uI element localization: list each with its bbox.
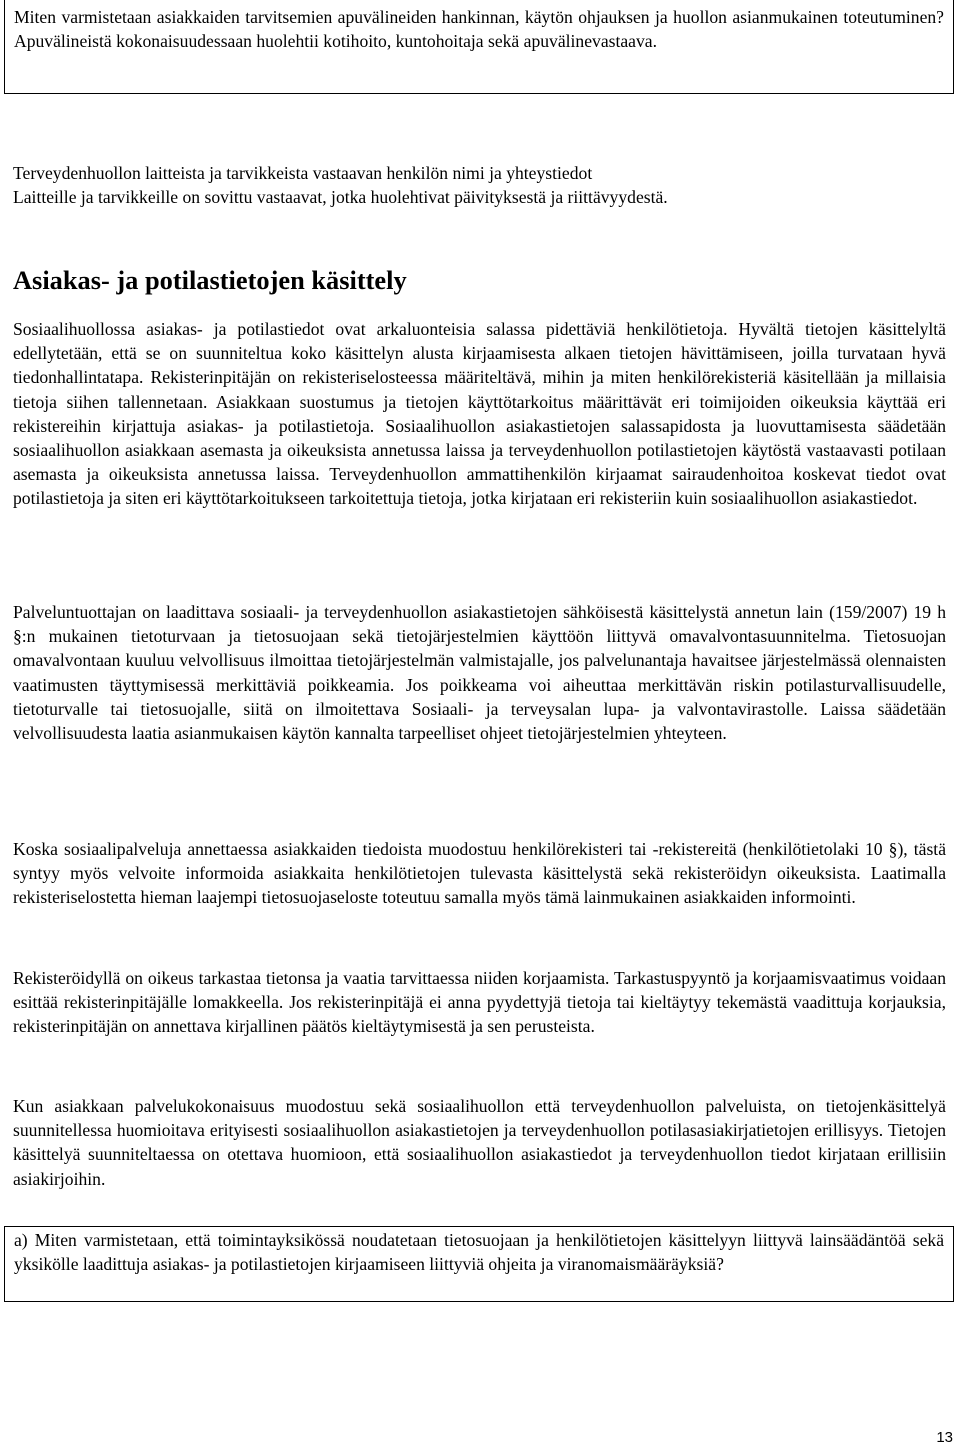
paragraph-2-wrap bbox=[13, 600, 946, 745]
paragraph: Koska sosiaalipalveluja annettaessa asiakkaiden tiedoista muodostuu henkilörekisteri tai -rekistereitä (henkilötietolaki 10 §), tästä syntyy myös velvoite informoida asiakkaita henkilötietojen tulevasta käsittelystä sekä rekisteröidyn oikeuksista. Laatimalla rekisteriselostetta hieman laajempi tietosuojaseloste toteutuu samalla myös tämä lainmukainen asiakkaiden informointi. bbox=[13, 839, 946, 908]
page-number: 13 bbox=[936, 1429, 953, 1446]
equipment-text: Laitteille ja tarvikkeille on sovittu vastaavat, jotka huolehtivat päivityksestä ja riittävyydestä. bbox=[13, 187, 668, 208]
data-section-heading-wrap bbox=[13, 265, 946, 295]
paragraph: Kun asiakkaan palvelukokonaisuus muodostuu sekä sosiaalihuollon että terveydenhuollon palveluista, on tietojenkäsittelyä suunnitellessa huomioitava erityisesti sosiaalihuollon asiakastietojen ja terveydenhuollon potilasasiakirjatietojen erillisyys. Tietojen käsittelyä suunniteltaessa on otettava huomioon, että sosiaalihuollon asiakastiedot ja terveydenhuollon tiedot kirjataan erillisiin asiakirjoihin. bbox=[13, 1096, 946, 1189]
question-text: a) Miten varmistetaan, että toimintayksikössä noudatetaan tietosuojaan ja henkilötietojen käsittelyyn liittyvä lainsäädäntöä sekä yksikölle laadittuja asiakas- ja potilastietojen kirjaamiseen liittyviä ohjeita ja viranomaismääräyksiä? bbox=[14, 1230, 944, 1275]
question-box bbox=[4, 1226, 954, 1302]
paragraph: Palveluntuottajan on laadittava sosiaali- ja terveydenhuollon asiakastietojen sähköisestä käsittelystä annetun lain (159/2007) 19 h §:n mukainen tietoturvaan ja tietosuojaan sekä tietojärjestelmien käyttöön liittyvä omavalvontasuunnitelma. Tietosuojan omavalvontaan kuuluu velvollisuus ilmoittaa tietojärjestelmän valmistajalle, jos palvelunantaja havaitsee järjestelmässä olennaisten vaatimusten täyttymisessä merkittäviä poikkeamia. Jos poikkeama voi aiheuttaa merkittävän riskin potilasturvallisuudelle, tietoturvalle tai tietosuojalle, siitä on ilmoitettava Sosiaali- ja terveysalan lupa- ja valvontavirastolle. Laissa säädetään velvollisuudesta laatia asianmukaisen käytön kannalta tarpeelliset ohjeet tietojärjestelmien yhteyteen. bbox=[13, 602, 946, 744]
paragraph: Rekisteröidyllä on oikeus tarkastaa tietonsa ja vaatia tarvittaessa niiden korjaamista. Tarkastuspyyntö ja korjaamisvaatimus voidaan esittää rekisterinpitäjälle lomakkeella. Jos rekisterinpitäjä ei anna pyydettyjä tietoja tai kieltäytyy tekemästä vaadittuja korjauksia, rekisterinpitäjän on annettava kirjallinen päätös kieltäytymisestä ja sen perusteista. bbox=[13, 968, 946, 1037]
apuvalineet-text: Miten varmistetaan asiakkaiden tarvitsemien apuvälineiden hankinnan, käytön ohjauksen ja huollon asianmukainen toteutuminen? Apuvälineistä kokonaisuudessaan huolehtii kotihoito, kuntohoitaja sekä apuvälinevastaava. bbox=[14, 7, 944, 52]
paragraph-5-wrap bbox=[13, 1094, 946, 1191]
equipment-section bbox=[13, 161, 946, 209]
paragraph-1-wrap bbox=[13, 317, 946, 511]
paragraph: Sosiaalihuollossa asiakas- ja potilastiedot ovat arkaluonteisia salassa pidettäviä henkilötietoja. Hyvältä tietojen käsittelyltä edellytetään, että se on suunniteltua koko käsittelyn alusta kirjaamisesta alkaen tietojen hävittämiseen, joilla turvataan hyvä tiedonhallintatapa. Rekisterinpitäjän on rekisteriselosteessa määriteltävä, mihin ja miten henkilörekisteriä käsitellään ja millaisia tietoja siihen tallennetaan. Asiakkaan suostumus ja tietojen käyttötarkoitus määrittävät eri toimijoiden oikeuksia käyttää eri rekistereihin kirjattuja asiakas- ja potilastietoja. Sosiaalihuollon asiakastietojen salassapidosta ja luovuttamisesta säädetään sosiaalihuollon asiakkaan asemasta ja oikeuksista annetussa laissa ja terveydenhuollon potilastietojen käytöstä vastaavasti potilaan asemasta ja oikeuksista annetussa laissa. Terveydenhuollon ammattihenkilön kirjaamat sairaudenhoitoa koskevat tiedot ovat potilastietoja ja siten eri käyttötarkoitukseen tarkoitettuja tietoja, jotka kirjataan eri rekisteriin kuin sosiaalihuollon asiakastiedot. bbox=[13, 319, 946, 509]
section-heading: Asiakas- ja potilastietojen käsittely bbox=[13, 265, 407, 295]
top-answer-box bbox=[4, 0, 954, 94]
equipment-heading: Terveydenhuollon laitteista ja tarvikkeista vastaavan henkilön nimi ja yhteystiedot bbox=[13, 163, 593, 183]
paragraph-3-wrap bbox=[13, 837, 946, 910]
paragraph-4-wrap bbox=[13, 966, 946, 1039]
